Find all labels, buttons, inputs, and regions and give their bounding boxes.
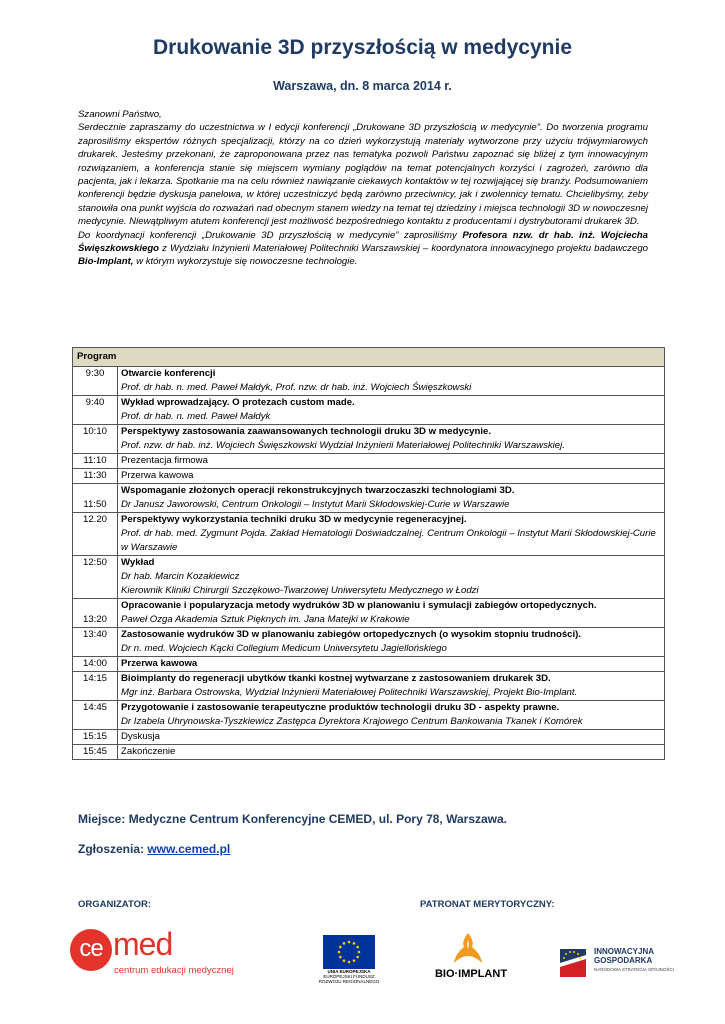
session-title: Otwarcie konferencji bbox=[121, 368, 216, 379]
time-cell: 11:50 bbox=[73, 484, 118, 513]
coordinator-name: Profesora nzw. dr hab. inż. Wojciecha Święszkowskiego bbox=[78, 229, 649, 255]
session-cell: Prezentacja firmowa bbox=[118, 454, 665, 469]
session-cell bbox=[118, 484, 665, 513]
session-cell: Przerwa kawowa bbox=[118, 469, 665, 484]
session-cell: Dyskusja bbox=[118, 730, 665, 745]
table-row bbox=[73, 730, 665, 745]
ig-flag-icon bbox=[556, 945, 590, 981]
table-row bbox=[73, 469, 665, 484]
session-cell bbox=[118, 672, 665, 701]
intro-paragraph-2 bbox=[78, 229, 648, 269]
session-cell bbox=[118, 599, 665, 628]
session-title: Wykład wprowadzający. O protezach custom made. bbox=[121, 397, 355, 408]
eu-star bbox=[356, 956, 359, 959]
eu-logo bbox=[318, 935, 380, 993]
session-title: Wykład bbox=[121, 557, 155, 568]
registration-link[interactable]: www.cemed.pl bbox=[147, 842, 231, 856]
eu-star bbox=[358, 951, 361, 954]
program-header: Program bbox=[73, 348, 665, 367]
innowacyjna-gospodarka-logo bbox=[556, 945, 675, 985]
time-cell: 14:15 bbox=[73, 672, 118, 701]
p2-text-3: w którym wykorzystuje się nowoczesne technologie. bbox=[133, 256, 358, 268]
time-cell: 11:10 bbox=[73, 454, 118, 469]
table-row bbox=[73, 396, 665, 425]
time-cell: 13:20 bbox=[73, 599, 118, 628]
time-cell: 9:30 bbox=[73, 367, 118, 396]
cemed-logo-circle: ce bbox=[70, 929, 112, 971]
session-cell bbox=[118, 425, 665, 454]
eu-star bbox=[348, 941, 351, 944]
table-row bbox=[73, 484, 665, 513]
time-cell: 14:00 bbox=[73, 657, 118, 672]
table-row bbox=[73, 599, 665, 628]
eu-star bbox=[343, 959, 346, 962]
session-speaker: Dr Janusz Jaworowski, Centrum Onkologii – Instytut Marii Skłodowskiej-Curie w Warszawie bbox=[121, 499, 510, 510]
eu-star bbox=[353, 959, 356, 962]
intro-paragraph-1: Serdecznie zapraszamy do uczestnictwa w I edycji konferencji „Drukowane 3D przyszłością w medycynie”. Do tworzenia programu zaprosiliśmy ekspertów różnych specjalizacji, którzy na co dzień wykorzystują materiały wytworzone przy użyciu trójwymiarowych drukarek. Jesteśmy przekonani, że zaproponowana przez nas tematyka pozwoli Państwu zapoznać się bliżej z tym innowacyjnym rozwiązaniem, a konferencja stanie się miejscem wymiany poglądów na temat potencjalnych korzyści i zagrożeń, zarówno dla pacjenta, jak i lekarza. Spotkanie ma na celu również nawiązanie ciekawych kontaktów w tej rozwijającej się branży. Podsumowaniem konferencji będzie dyskusja panelowa, w której uczestniczyć będą zarówno przeciwnicy, jak i zwolennicy tematu. Chcielibyśmy, żeby stanowiła ona punkt wyjścia do rozważań nad obecnym stanem wiedzy na temat tej dziedziny i miejsca technologii 3D w nowoczesnej medycynie. Niewątpliwym atutem konferencji jest możliwość bezpośredniego kontaktu z producentami i dystrybutorami drukarek 3D. bbox=[78, 122, 648, 228]
time-cell: 9:40 bbox=[73, 396, 118, 425]
session-title: Przygotowanie i zastosowanie terapeutyczne produktów technologii druku 3D - aspekty prawne. bbox=[121, 702, 560, 713]
date-line: Warszawa, dn. 8 marca 2014 r. bbox=[273, 79, 452, 93]
table-row bbox=[73, 657, 665, 672]
session-speaker: Prof. nzw. dr hab. inż. Wojciech Święszkowski Wydział Inżynierii Materiałowej Politechniki Warszawskiej. bbox=[121, 440, 565, 451]
eu-star bbox=[356, 946, 359, 949]
eu-caption-3: ROZWOJU REGIONALNEGO bbox=[318, 979, 380, 984]
session-title: Perspektywy wykorzystania techniki druku 3D w medycynie regeneracyjnej. bbox=[121, 514, 467, 525]
program-table bbox=[72, 347, 665, 760]
table-row bbox=[73, 454, 665, 469]
greeting: Szanowni Państwo, bbox=[78, 109, 162, 120]
session-title: Wspomaganie złożonych operacji rekonstrukcyjnych twarzoczaszki technologiami 3D. bbox=[121, 485, 515, 496]
time-cell: 15:45 bbox=[73, 745, 118, 760]
session-cell bbox=[118, 701, 665, 730]
ig-text bbox=[594, 947, 654, 965]
time-cell: 11:30 bbox=[73, 469, 118, 484]
eu-star bbox=[338, 951, 341, 954]
patron-label: PATRONAT MERYTORYCZNY: bbox=[420, 899, 555, 910]
time-cell: 10:10 bbox=[73, 425, 118, 454]
eu-star bbox=[353, 942, 356, 945]
bio-implant-logo bbox=[428, 930, 514, 990]
session-cell bbox=[118, 396, 665, 425]
p2-text-2: z Wydziału Inżynierii Materiałowej Politechniki Warszawskiej – koordynatora innowacyjnego projektu badawczego bbox=[159, 243, 648, 255]
time-cell: 12.20 bbox=[73, 513, 118, 556]
session-cell: Zakończenie bbox=[118, 745, 665, 760]
cemed-logo-word: med bbox=[113, 926, 173, 962]
session-speaker: Prof. dr hab. med. Zygmunt Pojda. Zakład Hematologii Doświadczalnej. Centrum Onkologii – Instytut Marii Skłodowskiej-Curie w Warszawie bbox=[121, 528, 656, 553]
session-speaker: Prof. dr hab. n. med. Paweł Małdyk, Prof. nzw. dr hab. inż. Wojciech Święszkowski bbox=[121, 382, 472, 393]
session-cell bbox=[118, 628, 665, 657]
session-speaker: Prof. dr hab. n. med. Paweł Małdyk bbox=[121, 411, 271, 422]
bio-implant-icon bbox=[428, 930, 514, 968]
session-speaker: Dr hab. Marcin Kozakiewicz bbox=[121, 571, 240, 582]
eu-star bbox=[343, 942, 346, 945]
session-speaker: Paweł Ozga Akademia Sztuk Pięknych im. Jana Matejki w Krakowie bbox=[121, 614, 410, 625]
session-cell: Przerwa kawowa bbox=[118, 657, 665, 672]
session-title: Bioimplanty do regeneracji ubytków tkanki kostnej wytwarzane z zastosowaniem drukarek 3D. bbox=[121, 673, 551, 684]
table-row bbox=[73, 701, 665, 730]
table-row bbox=[73, 672, 665, 701]
eu-caption-2: EUROPEJSKI FUNDUSZ bbox=[323, 974, 375, 979]
eu-caption-1: UNIA EUROPEJSKA bbox=[327, 969, 371, 974]
table-row bbox=[73, 425, 665, 454]
p2-text-1: Do koordynacji konferencji „Drukowanie 3D przyszłością w medycynie” zaprosiliśmy bbox=[78, 229, 463, 241]
session-speaker: Dr Izabela Uhrynowska-Tyszkiewicz Zastępca Dyrektora Krajowego Centrum Bankowania Tkanek i Komórek bbox=[121, 716, 583, 727]
session-title: Opracowanie i popularyzacja metody wydruków 3D w planowaniu i symulacji zabiegów ortopedycznych. bbox=[121, 600, 597, 611]
ig-line-1: INNOWACYJNA bbox=[594, 947, 655, 956]
session-cell bbox=[118, 367, 665, 396]
eu-star bbox=[348, 961, 351, 964]
session-speaker: Dr n. med. Wojciech Kącki Collegium Medicum Uniwersytetu Jagiellońskiego bbox=[121, 643, 447, 654]
session-speaker-affiliation: Kierownik Kliniki Chirurgii Szczękowo-Twarzowej Uniwersytetu Medycznego w Łodzi bbox=[121, 585, 479, 596]
organizer-label: ORGANIZATOR: bbox=[78, 899, 152, 910]
registration-label: Zgłoszenia: bbox=[78, 842, 148, 856]
project-name: Bio-Implant, bbox=[78, 256, 134, 268]
time-cell: 15:15 bbox=[73, 730, 118, 745]
ig-line-2: GOSPODARKA bbox=[594, 956, 653, 965]
session-cell bbox=[118, 513, 665, 556]
session-speaker: Mgr inż. Barbara Ostrowska, Wydział Inżynierii Materiałowej Politechniki Warszawskiej, Projekt Bio-Implant. bbox=[121, 687, 578, 698]
table-row bbox=[73, 513, 665, 556]
session-title: Perspektywy zastosowania zaawansowanych technologii druku 3D w medycynie. bbox=[121, 426, 492, 437]
registration-line bbox=[78, 842, 230, 856]
eu-star bbox=[339, 956, 342, 959]
time-cell: 12:50 bbox=[73, 556, 118, 599]
page-title: Drukowanie 3D przyszłością w medycynie bbox=[153, 36, 572, 59]
bio-implant-text: BIO·IMPLANT bbox=[434, 968, 508, 980]
table-row bbox=[73, 745, 665, 760]
intro-text bbox=[78, 108, 648, 269]
table-row bbox=[73, 367, 665, 396]
cemed-logo-subtitle: centrum edukacji medycznej bbox=[114, 965, 234, 976]
venue-line: Miejsce: Medyczne Centrum Konferencyjne CEMED, ul. Pory 78, Warszawa. bbox=[78, 812, 508, 826]
table-row bbox=[73, 628, 665, 657]
time-cell: 14:45 bbox=[73, 701, 118, 730]
table-row bbox=[73, 556, 665, 599]
eu-star bbox=[339, 946, 342, 949]
session-cell bbox=[118, 556, 665, 599]
time-cell: 13:40 bbox=[73, 628, 118, 657]
cemed-logo bbox=[70, 925, 245, 980]
ig-line-3: NARODOWA STRATEGIA SPÓJNOŚCI bbox=[594, 967, 675, 972]
session-title: Zastosowanie wydruków 3D w planowaniu zabiegów ortopedycznych (o wysokim stopniu trudności). bbox=[121, 629, 582, 640]
eu-flag-icon bbox=[323, 935, 375, 969]
